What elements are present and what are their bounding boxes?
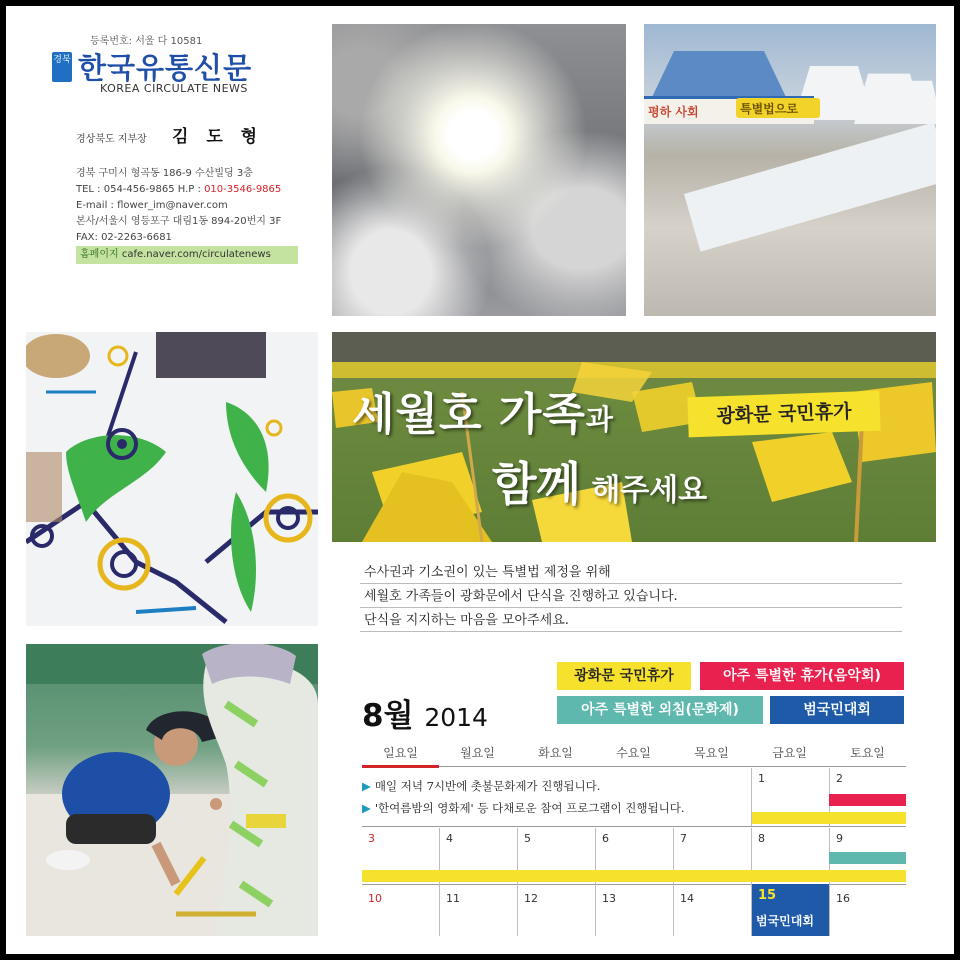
day-divider [673,828,674,936]
tent-street-photo [644,24,936,316]
tent-banner-text-left: 평하 사회 [648,105,699,119]
legend-special-vacation-concert: 아주 특별한 휴가(음악회) [700,662,904,690]
day-15-national-rally[interactable] [752,884,829,936]
calendar-note-1-text: 매일 저녁 7시반에 촛불문화제가 진행됩니다. [374,779,601,793]
day-16[interactable]: 16 [836,892,850,905]
month-label: 8월 [362,698,414,734]
hp-label: H.P : [177,184,201,195]
weekday-fri: 금요일 [772,746,807,760]
event-bar-vacation [752,812,906,824]
sky-sun-photo [332,24,626,316]
poster-title-line2 [492,448,707,514]
day-2[interactable]: 2 [836,772,843,785]
kids-painting-photo [26,644,318,936]
painting-illustration [26,332,318,626]
day-12[interactable]: 12 [524,892,538,905]
tel-number: 456-9865 [126,184,175,195]
legend-national-rally: 범국민대회 [770,696,904,724]
day-4[interactable]: 4 [446,832,453,845]
poster-title-line2-suffix: 해주세요 [580,473,708,508]
day-5[interactable]: 5 [524,832,531,845]
calendar-month-title [362,690,488,735]
region-badge: 경북 [52,52,72,82]
day-15: 15 [758,888,777,903]
day-9[interactable]: 9 [836,832,843,845]
day-3[interactable]: 3 [368,832,375,845]
day-6[interactable]: 6 [602,832,609,845]
day-13[interactable]: 13 [602,892,616,905]
poster-title-line1 [352,378,614,442]
weekday-thu: 목요일 [694,746,729,760]
day-1[interactable]: 1 [758,772,765,785]
day-divider [829,828,830,936]
tel-label: TEL : 054- [76,184,127,195]
legend-special-shout-culture: 아주 특별한 외침(문화제) [557,696,763,724]
tent-banner-text-right: 특별법으로 [740,102,798,116]
kids-illustration [26,644,318,936]
event-bar-concert [829,794,906,806]
event-bar-vacation [362,870,906,882]
registration-number: 등록번호: 서울 다 10581 [90,36,203,47]
event-bar-culture [829,852,906,864]
person-role: 경상북도 지부장 [76,134,147,145]
poster-title-line1-suffix: 과 [585,403,614,436]
message-line-3: 단식을 지지하는 마음을 모아주세요. [360,612,902,632]
tent-yellow-sign [736,98,820,118]
homepage-label: 홈페이지 [80,249,119,260]
weekday-mon: 월요일 [460,746,495,760]
hq-address-line: 본사/서울시 영등포구 대림1동 894-20번지 3F [76,216,282,227]
message-line-2: 세월호 가족들이 광화문에서 단식을 진행하고 있습니다. [360,588,902,608]
person-name: 김 도 형 [172,127,264,147]
day-8[interactable]: 8 [758,832,765,845]
legend-gwanghwamun-vacation: 광화문 국민휴가 [557,662,691,690]
weekday-divider [362,766,906,767]
day-15-event-label: 범국민대회 [756,914,814,928]
sewol-poster [332,332,936,542]
calendar-note-1: ▶ 매일 저녁 7시반에 촛불문화제가 진행됩니다. [362,779,601,793]
homepage-url: cafe.naver.com/circulatenews [121,249,271,260]
day-divider [595,828,596,936]
newspaper-name: 한국유통신문 [78,51,253,85]
email-line: E-mail : flower_im@naver.com [76,200,228,211]
newspaper-english-name: KOREA CIRCULATE NEWS [100,82,248,95]
message-line-1: 수사권과 기소권이 있는 특별법 제정을 위해 [360,564,902,584]
day-7[interactable]: 7 [680,832,687,845]
year-label: 2014 [424,703,488,732]
calendar-note-2: ▶ '한여름밤의 영화제' 등 다채로운 참여 프로그램이 진행됩니다. [362,801,685,815]
fax-line: FAX: 02-2263-6681 [76,232,172,243]
poster-tag: 광화문 국민휴가 [687,391,880,438]
address-line: 경북 구미시 형곡동 186-9 수산빌딩 3층 [76,168,253,179]
white-cloth-runner [684,122,936,251]
day-divider [439,828,440,936]
hp-number: 010-3546-9865 [204,184,282,195]
poster-title-line1-main: 세월호 가족 [352,389,586,440]
day-11[interactable]: 11 [446,892,460,905]
weekday-wed: 수요일 [616,746,651,760]
weekday-tue: 화요일 [538,746,573,760]
calendar-note-2-text: '한여름밤의 영화제' 등 다채로운 참여 프로그램이 진행됩니다. [374,801,685,815]
painting-banner-photo [26,332,318,626]
phone-line [76,182,281,198]
poster-title-line2-main: 함께 [492,457,581,511]
day-14[interactable]: 14 [680,892,694,905]
august-calendar [362,742,906,936]
contact-lines [76,166,281,246]
weekday-sat: 토요일 [850,746,885,760]
day-10[interactable]: 10 [368,892,382,905]
homepage-bar[interactable] [76,246,298,264]
week-divider [362,826,906,827]
sunday-underline [362,765,439,768]
day-divider [517,828,518,936]
business-card [26,24,318,316]
weekday-sun: 일요일 [383,746,418,760]
